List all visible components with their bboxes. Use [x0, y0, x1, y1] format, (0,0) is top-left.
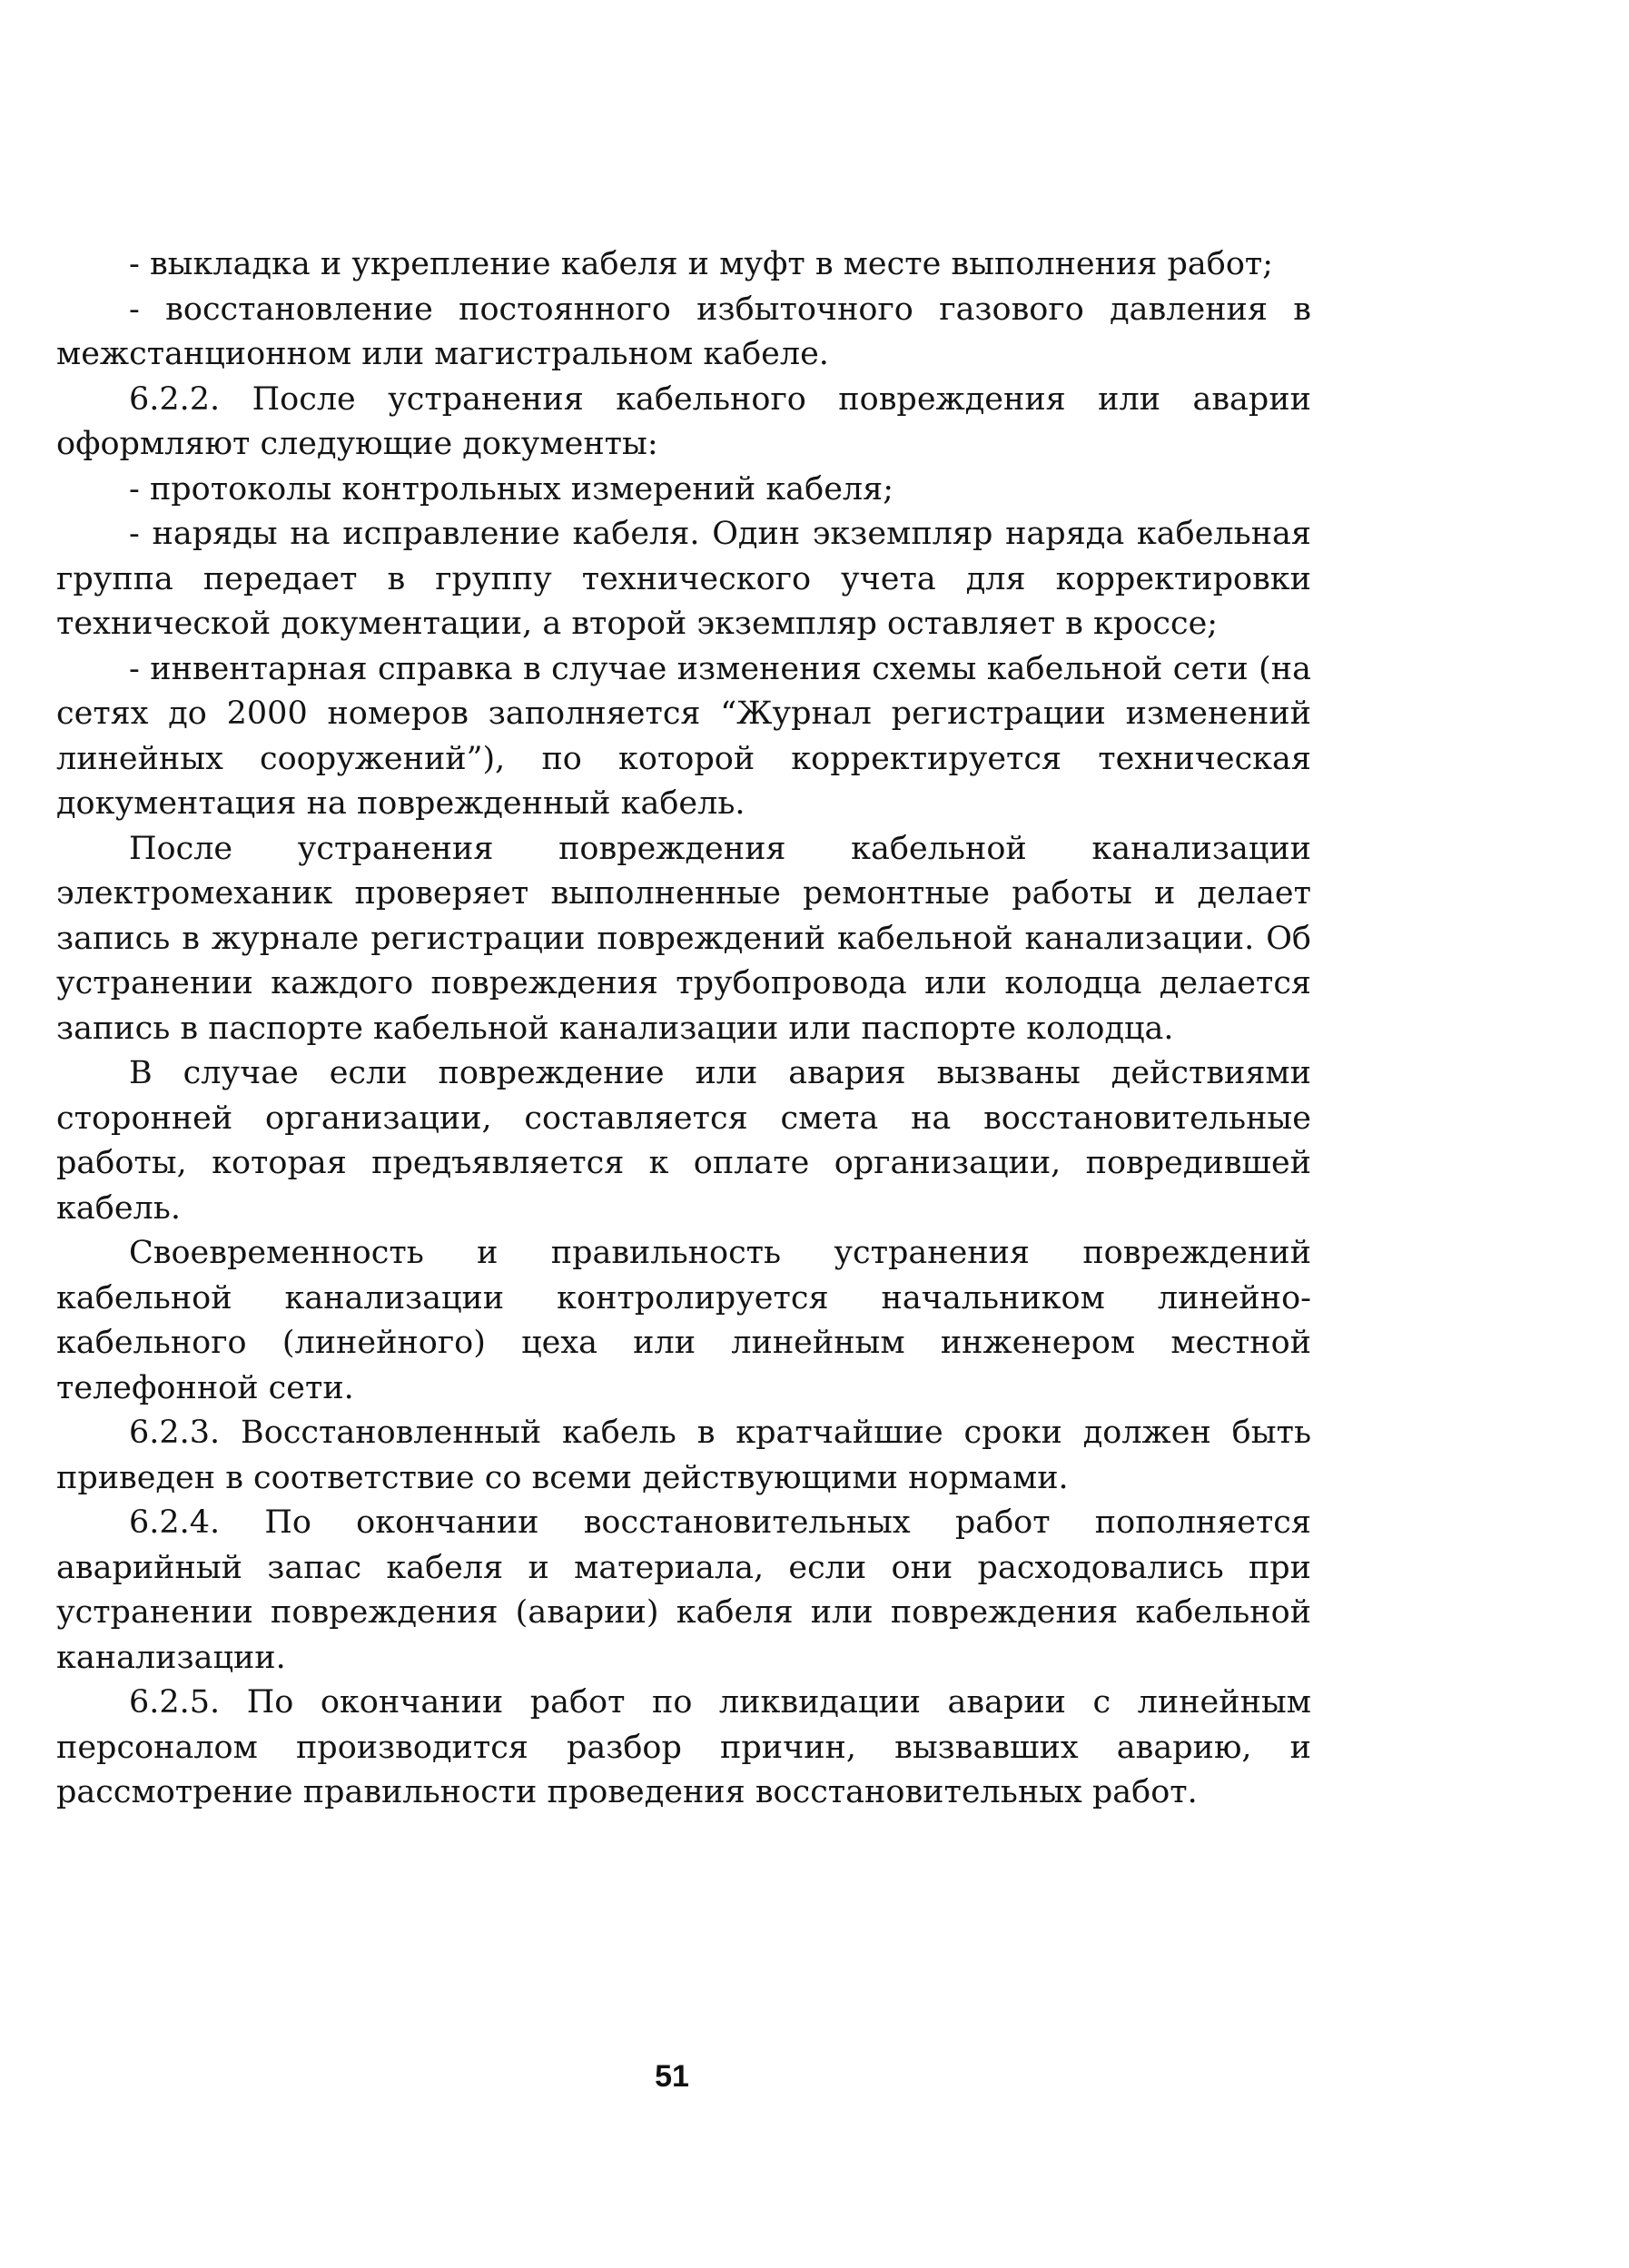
paragraph-cable-laying: - выкладка и укрепление кабеля и муфт в месте выполнения работ; [129, 246, 1274, 282]
page-number: 51 [655, 2059, 689, 2094]
paragraph-protocols: - протоколы контрольных измерений кабеля; [129, 470, 894, 508]
paragraph-6-2-4: 6.2.4. По окончании восстановительных работ пополняется аварийный запас кабеля и материала, если они расходовались при устранении повреждения (аварии) кабеля или повреждения кабельной канализации. [56, 1504, 1311, 1676]
paragraph-control: Своевременность и правильность устранения повреждений кабельной канализации контролируется начальником линейно-кабельного (линейного) цеха или линейным инженером местной телефонной сети. [56, 1235, 1311, 1406]
paragraph-6-2-3: 6.2.3. Восстановленный кабель в кратчайшие сроки должен быть приведен в соответствие со всеми действующими нормами. [56, 1415, 1311, 1496]
paragraph-6-2-5: 6.2.5. По окончании работ по ликвидации аварии с линейным персоналом производится разбор причин, вызвавших аварию, и рассмотрение правильности проведения восстановительных работ. [56, 1684, 1311, 1810]
paragraph-gas-pressure: - восстановление постоянного избыточного газового давления в межстанционном или магистральном кабеле. [56, 291, 1311, 372]
paragraph-conduit-repair: После устранения повреждения кабельной канализации электромеханик проверяет выполненные ремонтные работы и делает запись в журнале регистрации повреждений кабельной канализации. Об устранении каждого повреждения трубопровода или колодца делается запись в паспорте кабельной канализации или паспорте колодца. [56, 830, 1311, 1047]
paragraph-third-party-damage: В случае если повреждение или авария вызваны действиями сторонней организации, составляется смета на восстановительные работы, которая предъявляется к оплате организации, повредившей кабель. [56, 1055, 1311, 1227]
paragraph-6-2-2: 6.2.2. После устранения кабельного повреждения или аварии оформляют следующие документы: [56, 380, 1311, 462]
body-text [56, 242, 1311, 1816]
paragraph-inventory-note: - инвентарная справка в случае изменения схемы кабельной сети (на сетях до 2000 номеров заполняется “Журнал регистрации изменений линейных сооружений”), по которой корректируется техническая документация на поврежденный кабель. [56, 650, 1311, 822]
paragraph-work-orders: - наряды на исправление кабеля. Один экземпляр наряда кабельная группа передает в группу технического учета для корректировки технической документации, а второй экземпляр оставляет в кроссе; [56, 516, 1311, 642]
